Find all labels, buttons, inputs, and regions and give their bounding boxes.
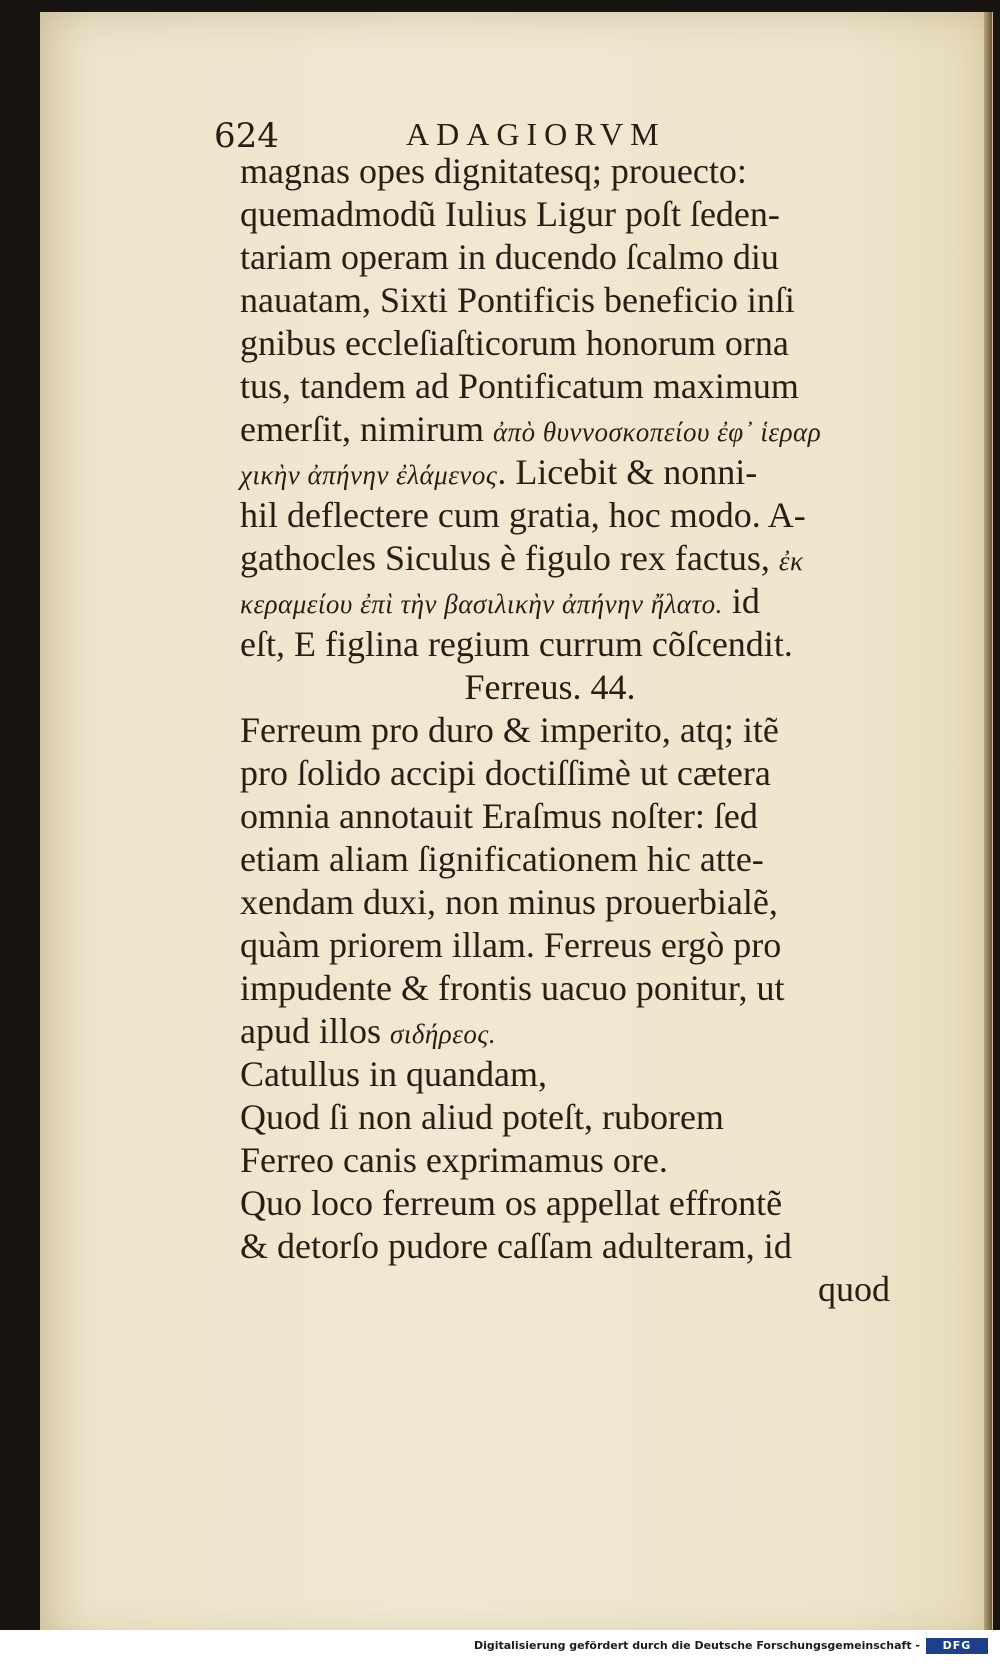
footer-bar bbox=[0, 1630, 1000, 1664]
text-line: quàm priorem illam. Ferreus ergò pro bbox=[240, 925, 782, 965]
greek-text: κεραμείου ἐπὶ τὴν βασιλικὴν ἀπήνην ἤλατο. bbox=[240, 589, 723, 619]
text-line bbox=[240, 537, 900, 580]
text-line: gnibus eccleſiaſticorum honorum orna bbox=[240, 323, 789, 363]
body-text bbox=[240, 150, 900, 1311]
text-segment: emerſit, nimirum bbox=[240, 409, 484, 449]
text-line: hil deflectere cum gratia, hoc modo. A- bbox=[240, 495, 806, 535]
folio-number: 624 bbox=[214, 116, 279, 156]
text-line: & detorſo pudore caſſam adulteram, id bbox=[240, 1226, 792, 1266]
text-line: nauatam, Sixti Pontificis beneficio inſi bbox=[240, 280, 795, 320]
verse-line: Quod ſi non aliud poteſt, ruborem bbox=[240, 1097, 724, 1137]
text-line bbox=[240, 451, 900, 494]
text-line bbox=[240, 1010, 900, 1053]
text-segment: id bbox=[722, 581, 760, 621]
text-line: pro ſolido accipi doctiſſimè ut cætera bbox=[240, 753, 771, 793]
footer-credit: Digitalisierung gefördert durch die Deutsche Forschungsgemeinschaft - bbox=[473, 1639, 920, 1652]
text-line: Ferreum pro duro & imperito, atq; itẽ bbox=[240, 710, 779, 750]
section-heading: Ferreus. 44. bbox=[464, 667, 636, 707]
greek-text: σιδήρεος. bbox=[390, 1019, 497, 1049]
text-line: quemadmodũ Iulius Ligur poſt ſeden- bbox=[240, 194, 780, 234]
text-line bbox=[240, 408, 900, 451]
text-line bbox=[240, 580, 900, 623]
text-segment: . Licebit & nonni- bbox=[497, 452, 758, 492]
text-line: xendam duxi, non minus prouerbialẽ, bbox=[240, 882, 778, 922]
verse-line: Ferreo canis exprimamus ore. bbox=[240, 1140, 668, 1180]
greek-text: ἐκ bbox=[778, 546, 804, 576]
catchword: quod bbox=[818, 1269, 890, 1309]
text-segment: apud illos bbox=[240, 1011, 390, 1051]
text-line: tus, tandem ad Pontificatum maximum bbox=[240, 366, 799, 406]
text-line: etiam aliam ſignificationem hic atte- bbox=[240, 839, 764, 879]
dfg-logo: DFG bbox=[926, 1638, 988, 1654]
text-line: magnas opes dignitatesq; prouecto: bbox=[240, 151, 747, 191]
page-edge bbox=[984, 12, 992, 1642]
text-line: Quo loco ferreum os appellat effrontẽ bbox=[240, 1183, 783, 1223]
text-segment: gathocles Siculus è figulo rex factus, bbox=[240, 538, 770, 578]
running-head: ADAGIORVM bbox=[406, 116, 666, 152]
text-line: impudente & frontis uacuo ponitur, ut bbox=[240, 968, 785, 1008]
text-line: Catullus in quandam, bbox=[240, 1054, 547, 1094]
greek-text: ἀπὸ θυννοσκοπείου ἐφ᾽ ἱεραρ bbox=[492, 417, 822, 447]
text-line: eſt, E figlina regium currum cõſcendit. bbox=[240, 624, 793, 664]
text-line: omnia annotauit Eraſmus noſter: ſed bbox=[240, 796, 758, 836]
greek-text: χικὴν ἀπήνην ἐλάμενος bbox=[240, 460, 498, 490]
text-line: tariam operam in ducendo ſcalmo diu bbox=[240, 237, 779, 277]
